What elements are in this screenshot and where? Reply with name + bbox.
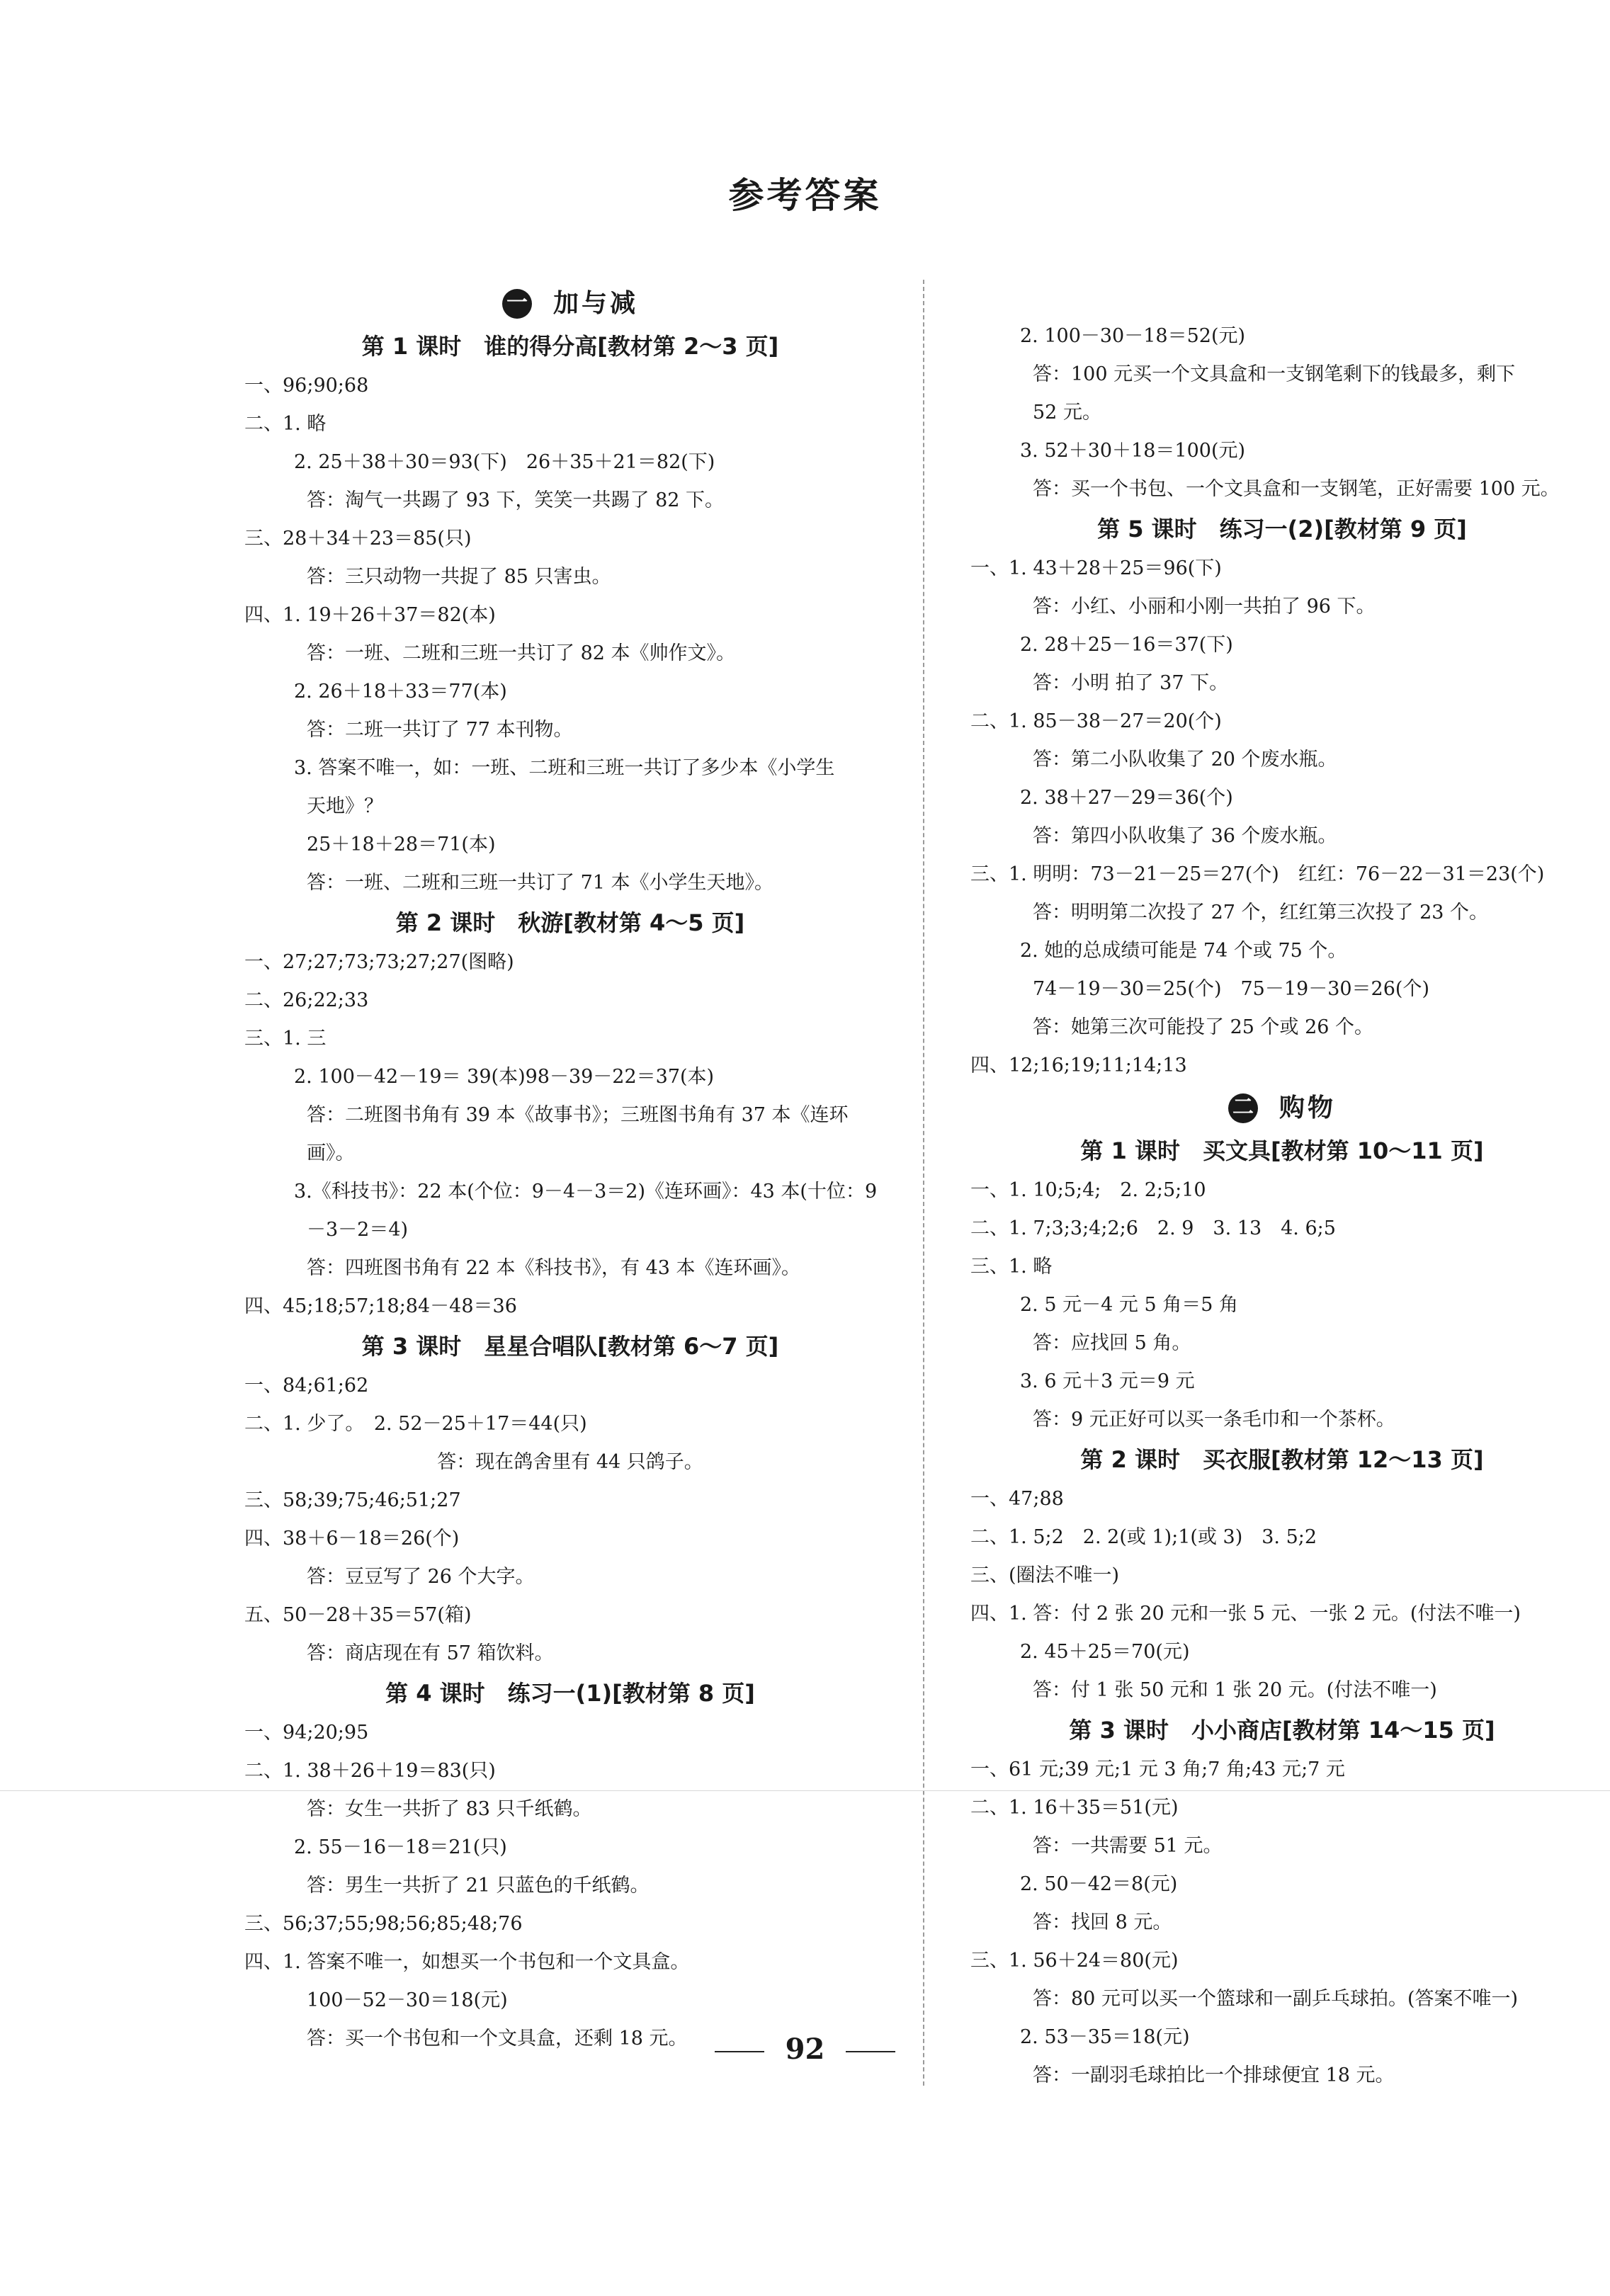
answer-line: 答：三只动物一共捉了 85 只害虫。 <box>307 566 611 588</box>
answer-line: 答：第二小队收集了 20 个废水瓶。 <box>1033 749 1337 771</box>
unit-title: 购物 <box>1279 1093 1336 1123</box>
unit-title: 加与减 <box>552 289 638 318</box>
answer-line: 3.《科技书》：22 本(个位：9－4－3＝2)《连环画》：43 本(十位：9 <box>294 1181 878 1203</box>
answer-line: 答：80 元可以买一个篮球和一副乒乓球拍。(答案不唯一) <box>1033 1988 1519 2010</box>
page-title: 参考答案 <box>728 175 882 216</box>
answer-line: 答：第四小队收集了 36 个废水瓶。 <box>1033 825 1337 847</box>
answer-line: 一、47;88 <box>970 1488 1064 1510</box>
answer-line: 3. 6 元＋3 元＝9 元 <box>1020 1370 1195 1392</box>
answer-line: 答：女生一共折了 83 只千纸鹤。 <box>307 1798 592 1820</box>
answer-line: 答：她第三次可能投了 25 个或 26 个。 <box>1033 1016 1374 1038</box>
footer-dash-left <box>715 2051 764 2052</box>
answer-line: 三、58;39;75;46;51;27 <box>244 1489 461 1511</box>
answer-line: 2. 38＋27－29＝36(个) <box>1020 787 1233 809</box>
answer-line: 答：100 元买一个文具盒和一支钢笔剩下的钱最多，剩下 <box>1033 363 1516 385</box>
answer-line: 二、1. 少了。 2. 52－25＋17＝44(只) <box>244 1413 587 1435</box>
answer-line: 2. 50－42＝8(元) <box>1020 1873 1178 1895</box>
lesson-heading: 第 5 课时 练习一(2)[教材第 9 页] <box>1097 516 1467 542</box>
answer-line: 三、1. 56＋24＝80(元) <box>970 1950 1179 1972</box>
footer-dash-right <box>846 2051 895 2052</box>
answer-line: 答：9 元正好可以买一条毛巾和一个茶杯。 <box>1033 1409 1395 1431</box>
answer-line: 答：找回 8 元。 <box>1033 1911 1172 1933</box>
answer-line: 答：一副羽毛球拍比一个排球便宜 18 元。 <box>1033 2064 1395 2086</box>
lesson-heading: 第 1 课时 谁的得分高[教材第 2～3 页] <box>361 333 779 360</box>
answer-line: 四、1. 答：付 2 张 20 元和一张 5 元、一张 2 元。(付法不唯一) <box>970 1603 1521 1625</box>
answer-line: 52 元。 <box>1033 402 1101 424</box>
answer-line: 2. 她的总成绩可能是 74 个或 75 个。 <box>1020 940 1347 962</box>
lesson-heading: 第 3 课时 小小商店[教材第 14～15 页] <box>1069 1717 1495 1744</box>
unit-number-badge: 二 <box>1228 1093 1258 1123</box>
answer-line: 2. 25＋38＋30＝93(下) 26＋35＋21＝82(下) <box>294 451 715 473</box>
answer-line: 一、1. 10;5;4; 2. 2;5;10 <box>970 1179 1206 1201</box>
answer-line: 2. 26＋18＋33＝77(本) <box>294 681 507 703</box>
answer-line: 2. 5 元－4 元 5 角＝5 角 <box>1020 1294 1238 1316</box>
answer-line: 四、1. 19＋26＋37＝82(本) <box>244 604 496 626</box>
answer-line: 2. 28＋25－16＝37(下) <box>1020 634 1233 656</box>
lesson-heading: 第 2 课时 秋游[教材第 4～5 页] <box>395 909 745 936</box>
answer-line: 答：买一个书包、一个文具盒和一支钢笔，正好需要 100 元。 <box>1033 478 1560 500</box>
answer-line: 2. 100－30－18＝52(元) <box>1020 325 1246 347</box>
answer-line: 2. 53－35＝18(元) <box>1020 2026 1190 2048</box>
answer-line: 答：小红、小丽和小刚一共拍了 96 下。 <box>1033 596 1376 618</box>
answer-line: 答：一共需要 51 元。 <box>1033 1835 1223 1857</box>
answer-line: 3. 答案不唯一，如：一班、二班和三班一共订了多少本《小学生 <box>294 757 835 779</box>
lesson-heading: 第 1 课时 买文具[教材第 10～11 页] <box>1080 1137 1484 1164</box>
answer-line: 天地》？ <box>307 795 383 817</box>
answer-line: 四、1. 答案不唯一，如想买一个书包和一个文具盒。 <box>244 1951 690 1973</box>
answer-line: 答：二班图书角有 39 本《故事书》；三班图书角有 37 本《连环 <box>307 1104 849 1126</box>
unit-number-badge: 一 <box>502 289 532 319</box>
answer-line: 三、1. 略 <box>970 1256 1053 1278</box>
answer-line: 三、1. 三 <box>244 1028 327 1050</box>
unit-heading <box>244 280 896 326</box>
answer-line: 画》。 <box>307 1142 355 1164</box>
answer-line: －3－2＝4) <box>307 1219 409 1241</box>
answer-line: 答：商店现在有 57 箱饮料。 <box>307 1642 554 1664</box>
answer-line: 答：付 1 张 50 元和 1 张 20 元。(付法不唯一) <box>1033 1679 1437 1701</box>
answer-line: 2. 45＋25＝70(元) <box>1020 1641 1190 1663</box>
lesson-heading: 第 2 课时 买衣服[教材第 12～13 页] <box>1080 1446 1484 1473</box>
answer-line: 三、(圈法不唯一) <box>970 1564 1120 1586</box>
answer-line: 答：一班、二班和三班一共订了 82 本《帅作文》。 <box>307 642 736 664</box>
answer-line: 二、1. 16＋35＝51(元) <box>970 1797 1179 1819</box>
answer-line: 答：应找回 5 角。 <box>1033 1332 1191 1354</box>
answer-line: 二、1. 略 <box>244 413 327 435</box>
answer-line: 答：四班图书角有 22 本《科技书》，有 43 本《连环画》。 <box>307 1257 801 1279</box>
answer-line: 2. 55－16－18＝21(只) <box>294 1836 507 1858</box>
answer-line: 答：淘气一共踢了 93 下，笑笑一共踢了 82 下。 <box>307 489 725 511</box>
answer-line: 一、94;20;95 <box>244 1722 369 1744</box>
answer-line: 一、27;27;73;73;27;27(图略) <box>244 951 514 973</box>
answer-line: 一、61 元;39 元;1 元 3 角;7 角;43 元;7 元 <box>970 1758 1345 1780</box>
answer-line: 答：小明 拍了 37 下。 <box>1033 672 1229 694</box>
page-number: 92 <box>785 2033 825 2066</box>
answer-line: 答：买一个书包和一个文具盒，还剩 18 元。 <box>307 2028 688 2050</box>
lesson-heading: 第 3 课时 星星合唱队[教材第 6～7 页] <box>361 1333 779 1360</box>
answer-line: 74－19－30＝25(个) 75－19－30＝26(个) <box>1033 978 1429 1000</box>
answer-line: 二、1. 85－38－27＝20(个) <box>970 710 1222 732</box>
answer-line: 二、1. 7;3;3;4;2;6 2. 9 3. 13 4. 6;5 <box>970 1217 1336 1239</box>
unit-heading <box>970 1085 1594 1130</box>
column-divider <box>923 280 924 2086</box>
answer-line: 五、50－28＋35＝57(箱) <box>244 1604 472 1626</box>
answer-line: 答：豆豆写了 26 个大字。 <box>307 1566 535 1588</box>
answer-line: 二、1. 38＋26＋19＝83(只) <box>244 1760 496 1782</box>
answer-line: 三、28＋34＋23＝85(只) <box>244 528 472 550</box>
answer-line: 2. 100－42－19＝ 39(本)98－39－22＝37(本) <box>294 1066 715 1088</box>
answer-line: 答：明明第二次投了 27 个，红红第三次投了 23 个。 <box>1033 902 1489 923</box>
answer-line: 四、38＋6－18＝26(个) <box>244 1528 460 1550</box>
answer-line: 25＋18＋28＝71(本) <box>307 834 496 856</box>
answer-line: 答：男生一共折了 21 只蓝色的千纸鹤。 <box>307 1875 650 1897</box>
answer-line: 四、12;16;19;11;14;13 <box>970 1055 1187 1076</box>
lesson-heading: 第 4 课时 练习一(1)[教材第 8 页] <box>385 1680 755 1707</box>
answer-line: 答：一班、二班和三班一共订了 71 本《小学生天地》。 <box>307 872 774 894</box>
answer-line: 一、96;90;68 <box>244 375 369 397</box>
answer-line: 答：二班一共订了 77 本刊物。 <box>307 719 573 741</box>
answer-line: 三、1. 明明：73－21－25＝27(个) 红红：76－22－31＝23(个) <box>970 863 1545 885</box>
answer-line: 二、1. 5;2 2. 2(或 1);1(或 3) 3. 5;2 <box>970 1526 1317 1548</box>
answer-line: 答：现在鸽舍里有 44 只鸽子。 <box>437 1451 703 1473</box>
answer-line: 一、1. 43＋28＋25＝96(下) <box>970 557 1222 579</box>
answer-line: 三、56;37;55;98;56;85;48;76 <box>244 1913 523 1935</box>
answer-line: 100－52－30＝18(元) <box>307 1989 508 2011</box>
answer-line: 二、26;22;33 <box>244 989 369 1011</box>
answer-line: 一、84;61;62 <box>244 1375 369 1397</box>
left-column <box>244 280 896 2058</box>
answer-line: 四、45;18;57;18;84－48＝36 <box>244 1295 517 1317</box>
right-column <box>970 317 1594 2095</box>
answer-line: 3. 52＋30＋18＝100(元) <box>1020 440 1246 462</box>
page-footer <box>0 2033 1610 2066</box>
